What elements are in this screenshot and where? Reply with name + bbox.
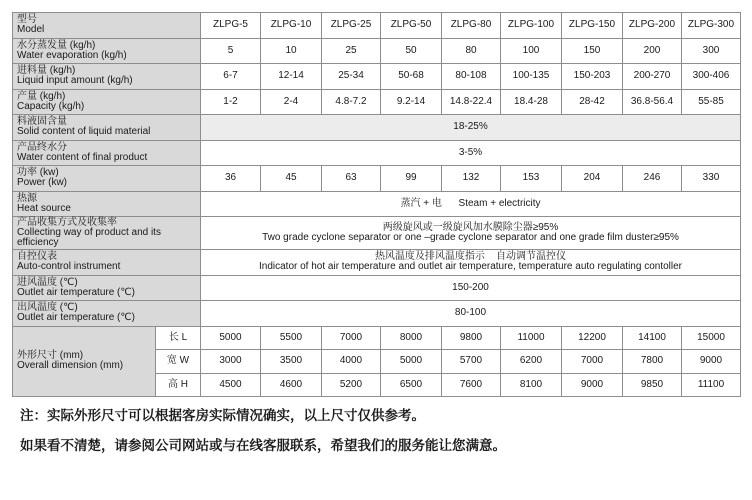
model-cell: ZLPG-50 <box>381 13 442 39</box>
value-cell: 80 <box>442 38 501 64</box>
value-cell: 99 <box>381 166 442 192</box>
row-capacity <box>13 89 741 115</box>
value-cell: 9000 <box>562 373 623 397</box>
value-cell: 1-2 <box>201 89 261 115</box>
value-cell: 100 <box>501 38 562 64</box>
label-power: 功率 (kw) Power (kw) <box>13 166 201 192</box>
value-cell: 4600 <box>261 373 322 397</box>
value-cell: 2-4 <box>261 89 322 115</box>
value-cell: 25-34 <box>322 64 381 90</box>
value-cell: 204 <box>562 166 623 192</box>
value-cell: 18.4-28 <box>501 89 562 115</box>
value-cell: 300-406 <box>682 64 741 90</box>
value-cell: 6500 <box>381 373 442 397</box>
value-water-final: 3-5% <box>201 140 741 166</box>
value-cell: 200 <box>623 38 682 64</box>
note-dimension-reference: 注：实际外形尺寸可以根据客房实际情况确实，以上尺寸仅供参考。 <box>20 408 425 424</box>
value-cell: 11000 <box>501 326 562 350</box>
value-cell: 45 <box>261 166 322 192</box>
value-cell: 7000 <box>562 350 623 374</box>
value-cell: 7800 <box>623 350 682 374</box>
value-cell: 4000 <box>322 350 381 374</box>
value-cell: 9000 <box>682 350 741 374</box>
row-solid-content <box>13 115 741 141</box>
value-cell: 4.8-7.2 <box>322 89 381 115</box>
value-cell: 63 <box>322 166 381 192</box>
value-cell: 10 <box>261 38 322 64</box>
value-cell: 5000 <box>201 326 261 350</box>
row-collecting <box>13 217 741 250</box>
value-auto-control: 热风温度及排风温度指示 自动调节温控仪 Indicator of hot air temperature and outlet air temperature, temperature auto regulating contoller <box>201 250 741 276</box>
label-heat-source: 热源 Heat source <box>13 191 201 217</box>
row-inlet-temp <box>13 275 741 301</box>
value-solid-content: 18-25% <box>201 115 741 141</box>
value-cell: 4500 <box>201 373 261 397</box>
label-model: 型号 Model <box>13 13 201 39</box>
value-cell: 9800 <box>442 326 501 350</box>
row-water-final <box>13 140 741 166</box>
label-auto-control: 自控仪表 Auto-control instrument <box>13 250 201 276</box>
row-outlet-temp <box>13 301 741 327</box>
value-cell: 9.2-14 <box>381 89 442 115</box>
value-cell: 6200 <box>501 350 562 374</box>
notes-section <box>20 406 506 466</box>
value-cell: 6-7 <box>201 64 261 90</box>
label-water-evaporation: 水分蒸发量 (kg/h) Water evaporation (kg/h) <box>13 38 201 64</box>
model-cell: ZLPG-200 <box>623 13 682 39</box>
model-cell: ZLPG-100 <box>501 13 562 39</box>
value-cell: 5700 <box>442 350 501 374</box>
row-power <box>13 166 741 192</box>
value-cell: 7000 <box>322 326 381 350</box>
label-dimension: 外形尺寸 (mm) Overall dimension (mm) <box>13 326 156 397</box>
row-heat-source <box>13 191 741 217</box>
value-inlet-temp: 150-200 <box>201 275 741 301</box>
value-cell: 246 <box>623 166 682 192</box>
value-cell: 150 <box>562 38 623 64</box>
value-cell: 14.8-22.4 <box>442 89 501 115</box>
row-dimension-length <box>13 326 741 350</box>
model-cell: ZLPG-150 <box>562 13 623 39</box>
value-cell: 5000 <box>381 350 442 374</box>
row-model <box>13 13 741 39</box>
value-collecting: 两级旋风或一级旋风加水膜除尘器≥95% Two grade cyclone separator or one –grade cyclone separator and one grade film duster≥95% <box>201 217 741 250</box>
value-cell: 300 <box>682 38 741 64</box>
spec-table-wrapper <box>12 12 740 397</box>
value-cell: 3500 <box>261 350 322 374</box>
value-cell: 8000 <box>381 326 442 350</box>
model-cell: ZLPG-5 <box>201 13 261 39</box>
value-cell: 330 <box>682 166 741 192</box>
value-cell: 50-68 <box>381 64 442 90</box>
row-water-evaporation <box>13 38 741 64</box>
value-cell: 7600 <box>442 373 501 397</box>
value-cell: 50 <box>381 38 442 64</box>
dimension-sublabel: 高 H <box>156 373 201 397</box>
value-cell: 132 <box>442 166 501 192</box>
dimension-sublabel: 宽 W <box>156 350 201 374</box>
label-water-final: 产品终水分 Water content of final product <box>13 140 201 166</box>
value-cell: 12-14 <box>261 64 322 90</box>
value-cell: 3000 <box>201 350 261 374</box>
value-cell: 150-203 <box>562 64 623 90</box>
model-cell: ZLPG-10 <box>261 13 322 39</box>
value-cell: 25 <box>322 38 381 64</box>
value-cell: 14100 <box>623 326 682 350</box>
value-cell: 5200 <box>322 373 381 397</box>
value-cell: 28-42 <box>562 89 623 115</box>
value-cell: 200-270 <box>623 64 682 90</box>
value-cell: 153 <box>501 166 562 192</box>
model-cell: ZLPG-80 <box>442 13 501 39</box>
model-cell: ZLPG-300 <box>682 13 741 39</box>
value-cell: 36.8-56.4 <box>623 89 682 115</box>
label-capacity: 产量 (kg/h) Capacity (kg/h) <box>13 89 201 115</box>
label-outlet-temp: 出风温度 (℃) Outlet air temperature (℃) <box>13 301 201 327</box>
row-auto-control <box>13 250 741 276</box>
value-cell: 100-135 <box>501 64 562 90</box>
value-cell: 8100 <box>501 373 562 397</box>
value-cell: 5 <box>201 38 261 64</box>
value-cell: 55-85 <box>682 89 741 115</box>
value-cell: 9850 <box>623 373 682 397</box>
value-heat-source: 蒸汽 + 电 Steam + electricity <box>201 191 741 217</box>
value-cell: 11100 <box>682 373 741 397</box>
model-cell: ZLPG-25 <box>322 13 381 39</box>
value-cell: 36 <box>201 166 261 192</box>
label-solid-content: 料液固含量 Solid content of liquid material <box>13 115 201 141</box>
note-contact: 如果看不清楚，请参阅公司网站或与在线客服联系，希望我们的服务能让您满意。 <box>20 438 506 454</box>
dimension-sublabel: 长 L <box>156 326 201 350</box>
value-cell: 15000 <box>682 326 741 350</box>
row-liquid-input <box>13 64 741 90</box>
label-inlet-temp: 进风温度 (℃) Outlet air temperature (℃) <box>13 275 201 301</box>
value-cell: 12200 <box>562 326 623 350</box>
label-collecting: 产品收集方式及收集率 Collecting way of product and its efficiency <box>13 217 201 250</box>
label-liquid-input: 进料量 (kg/h) Liquid input amount (kg/h) <box>13 64 201 90</box>
value-cell: 5500 <box>261 326 322 350</box>
value-cell: 80-108 <box>442 64 501 90</box>
value-outlet-temp: 80-100 <box>201 301 741 327</box>
spec-table <box>12 12 741 397</box>
